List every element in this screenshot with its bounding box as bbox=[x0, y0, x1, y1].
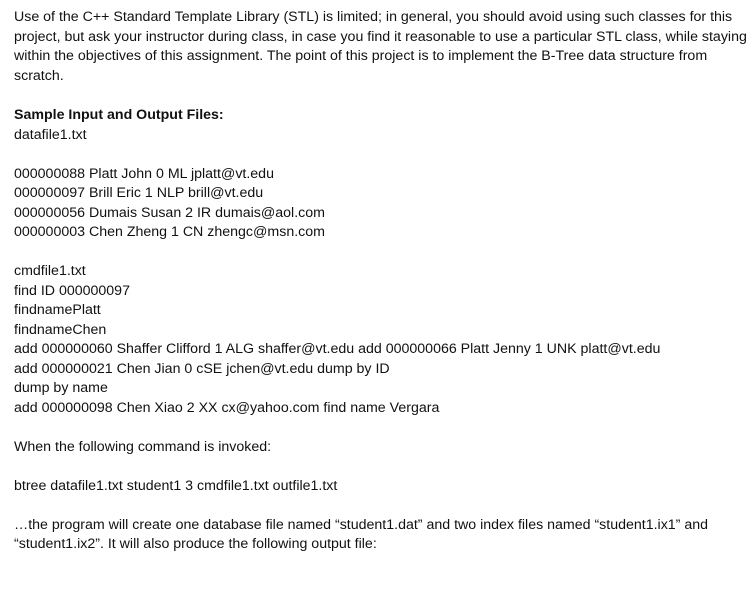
cmdfile-name: cmdfile1.txt bbox=[14, 263, 86, 279]
cmdfile-line: add 000000098 Chen Xiao 2 XX cx@yahoo.com find name Vergara bbox=[14, 399, 440, 416]
cmdfile-line: findnameChen bbox=[14, 321, 107, 338]
datafile-line: 000000097 Brill Eric 1 NLP brill@vt.edu bbox=[14, 185, 264, 201]
datafile-line: 000000003 Chen Zheng 1 CN zhengc@msn.com bbox=[14, 224, 325, 240]
result-paragraph: …the program will create one database file named “student1.dat” and two index files named “student1.ix1” and “student1.ix2”. It will also produce the following output file: bbox=[14, 516, 709, 552]
command-line: btree datafile1.txt student1 3 cmdfile1.txt outfile1.txt bbox=[14, 477, 338, 494]
cmdfile-line: findnamePlatt bbox=[14, 302, 101, 318]
cmdfile-line: find ID 000000097 bbox=[14, 282, 130, 299]
document-page bbox=[14, 8, 749, 555]
datafile-line: 000000056 Dumais Susan 2 IR dumais@aol.com bbox=[14, 204, 325, 221]
cmdfile-line: dump by name bbox=[14, 380, 108, 396]
datafile-line: 000000088 Platt John 0 ML jplatt@vt.edu bbox=[14, 165, 274, 182]
intro-paragraph: Use of the C++ Standard Template Library (STL) is limited; in general, you should avoid using such classes for this project, but ask your instructor during class, in case you find it reasonable to use a particular STL class, while staying within the objectives of this assignment. The point of this project is to implement the B-Tree data structure from scratch. bbox=[14, 9, 747, 84]
sample-files-heading: Sample Input and Output Files: bbox=[14, 107, 224, 123]
invoke-sentence: When the following command is invoked: bbox=[14, 438, 272, 455]
cmdfile-line: add 000000021 Chen Jian 0 cSE jchen@vt.edu dump by ID bbox=[14, 360, 390, 377]
datafile-name: datafile1.txt bbox=[14, 126, 87, 143]
cmdfile-contents bbox=[14, 282, 749, 419]
cmdfile-line: add 000000060 Shaffer Clifford 1 ALG shaffer@vt.edu add 000000066 Platt Jenny 1 UNK platt@vt.edu bbox=[14, 341, 661, 357]
datafile-contents bbox=[14, 165, 749, 243]
